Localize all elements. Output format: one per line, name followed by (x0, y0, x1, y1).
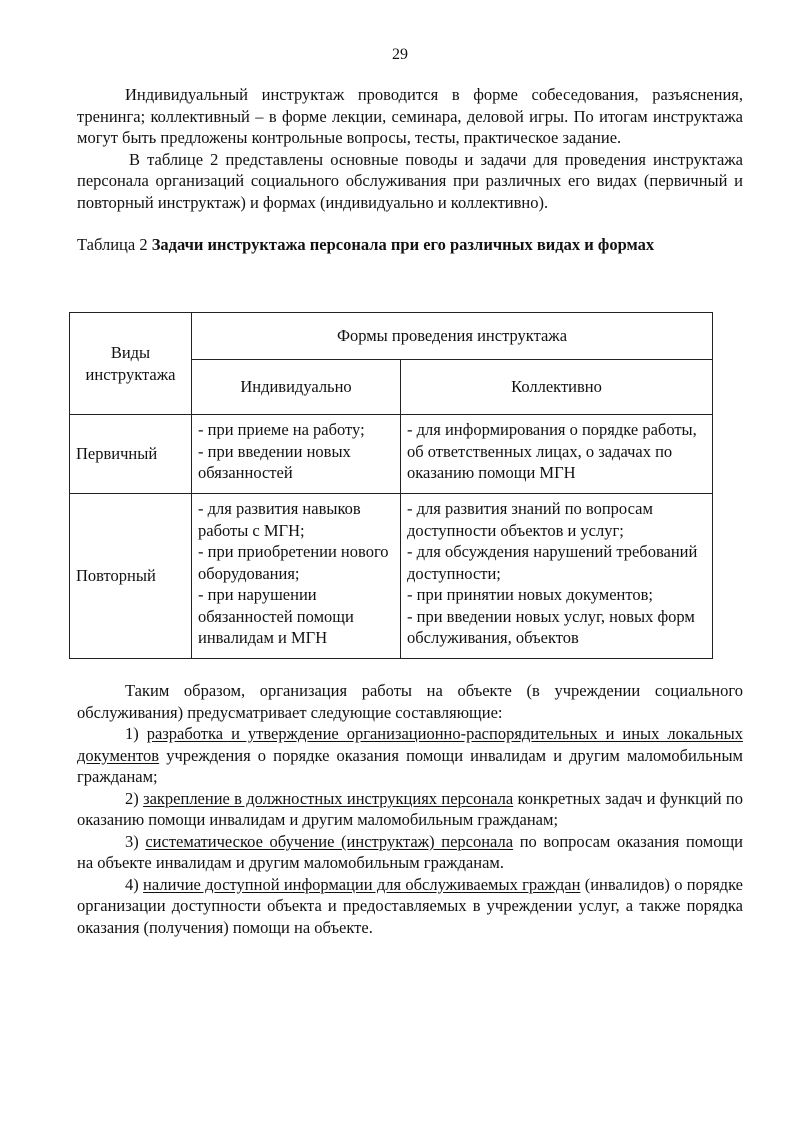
list-item: - для развития навыков работы с МГН; (198, 499, 361, 540)
list-item: - для информирования о порядке работы, об ответственных лицах, о задачах по оказанию помощи МГН (407, 420, 697, 482)
conclusion-section (77, 680, 743, 938)
table-header-row (70, 313, 713, 360)
header-individual: Индивидуально (192, 360, 401, 415)
intro-paragraph-1: Индивидуальный инструктаж проводится в форме собеседования, разъяснения, тренинга; коллективный – в форме лекции, семинара, деловой игры. По итогам инструктажа могут быть предложены контрольные вопросы, тесты, практическое задание. (77, 85, 743, 147)
list-item-3 (77, 831, 743, 874)
cell-repeat-collective (401, 494, 713, 659)
list-item: - при принятии новых документов; (407, 585, 653, 604)
row-kind-primary: Первичный (70, 415, 192, 494)
underlined-text: закрепление в должностных инструкциях персонала (143, 788, 514, 808)
list-text: конкретных задач и функций по оказанию помощи инвалидам и другим маломобильным гражданам; (77, 788, 744, 829)
underlined-text: наличие доступной информации для обслуживаемых граждан (143, 874, 581, 894)
header-collective: Коллективно (401, 360, 713, 415)
list-item: - при приобретении нового оборудования; (198, 542, 389, 583)
page-number: 29 (392, 46, 408, 63)
underlined-text: систематическое обучение (инструктаж) персонала (145, 831, 514, 851)
cell-primary-individual (192, 415, 401, 494)
list-item-4 (77, 874, 743, 939)
table-caption (77, 234, 743, 256)
list-text: учреждения о порядке оказания помощи инвалидам и другим маломобильным гражданам; (77, 745, 743, 786)
cell-primary-collective (401, 415, 713, 494)
list-item-1 (77, 723, 743, 788)
list-item: - при введении новых обязанностей (198, 441, 351, 482)
list-number: 3) (125, 831, 146, 851)
list-item: - для развития знаний по вопросам доступности объектов и услуг; (407, 499, 653, 540)
table-caption-title: Задачи инструктажа персонала при его различных видах и формах (151, 235, 655, 254)
underlined-text: разработка и утверждение организационно-распорядительных и иных локальных документов (77, 724, 743, 765)
list-item: - для обсуждения нарушений требований доступности; (407, 542, 698, 583)
header-kind: Виды инструктажа (70, 313, 192, 415)
list-item: - при нарушении обязанностей помощи инвалидам и МГН (198, 585, 354, 647)
conclusion-intro: Таким образом, организация работы на объекте (в учреждении социального обслуживания) предусматривает следующие составляющие: (77, 681, 743, 722)
list-item-2 (77, 788, 743, 831)
list-number: 4) (125, 874, 144, 894)
list-item: - при введении новых услуг, новых форм обслуживания, объектов (407, 606, 695, 647)
cell-repeat-individual (192, 494, 401, 659)
table-row (70, 494, 713, 659)
header-forms: Формы проведения инструктажа (192, 313, 713, 360)
intro-section (77, 84, 743, 256)
row-kind-repeat: Повторный (70, 494, 192, 659)
list-number: 2) (125, 788, 144, 808)
table-caption-prefix: Таблица 2 (77, 235, 152, 254)
intro-paragraph-2: В таблице 2 представлены основные поводы и задачи для проведения инструктажа персонала организаций социального обслуживания при различных его видах (первичный и повторный инструктаж) и формах (индивидуально и коллективно). (77, 149, 743, 212)
list-text: (инвалидов) о порядке организации доступности объекта и предоставляемых в учреждении услуг, а также порядка оказания (получения) помощи на объекте. (77, 874, 743, 937)
list-text: по вопросам оказания помощи на объекте инвалидам и другим маломобильным гражданам. (77, 831, 743, 872)
instruction-tasks-table (69, 312, 713, 659)
table-row (70, 415, 713, 494)
list-item: - при приеме на работу; (198, 420, 365, 439)
list-number: 1) (125, 724, 147, 743)
